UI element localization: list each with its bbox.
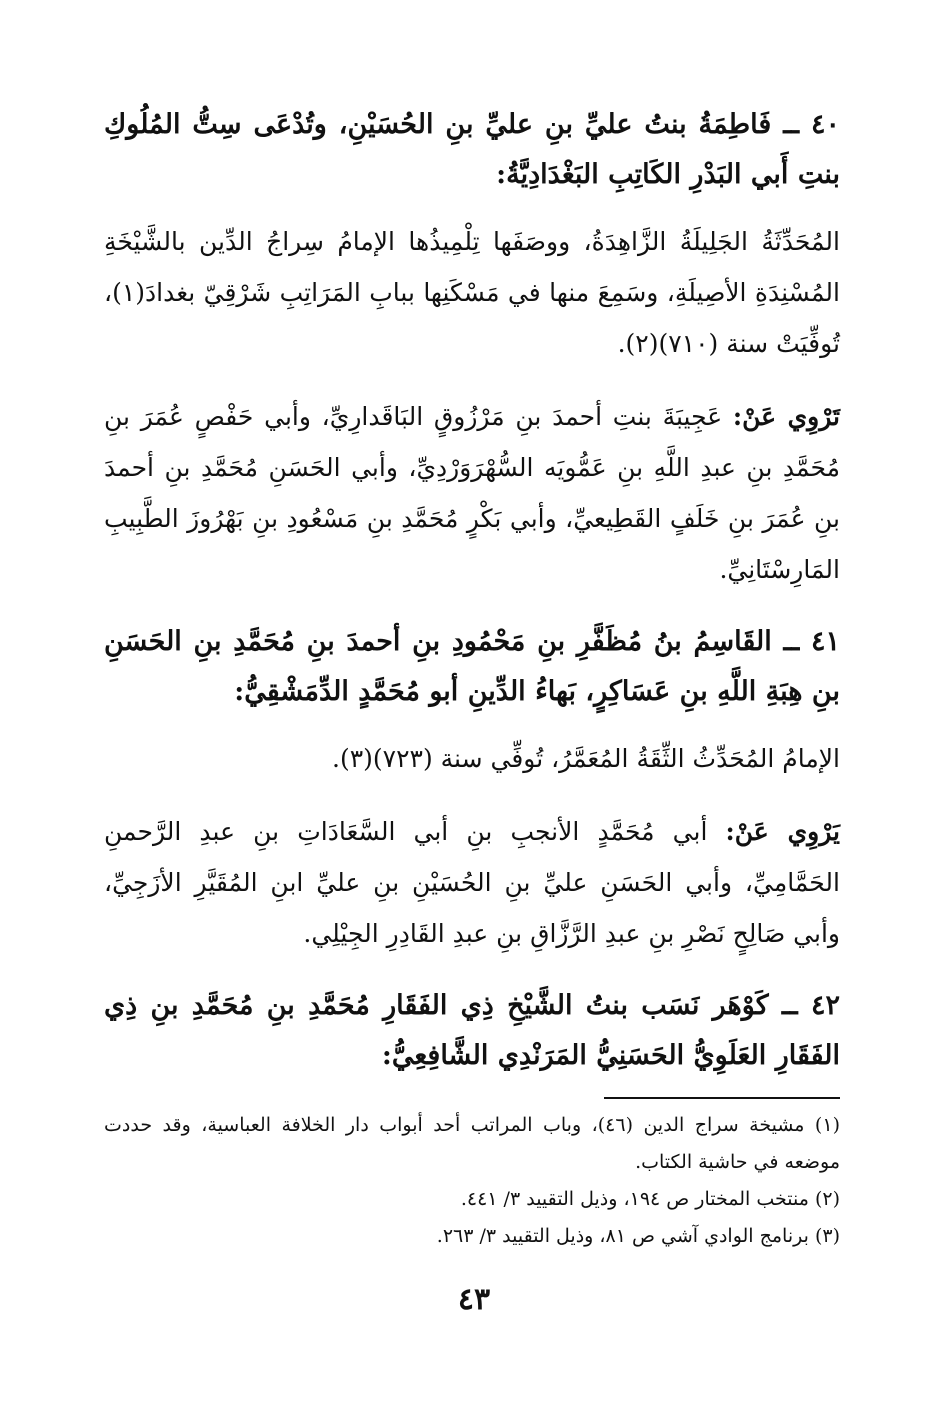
footnote-divider: [604, 1097, 840, 1099]
footnote: (٣) برنامج الوادي آشي ص ٨١، وذيل التقييد ٣/ ٢٦٣.: [436, 1225, 840, 1247]
narrates-text: عَجِيبَةَ بنتِ أحمدَ بنِ مَرْزُوقٍ البَاقَدارِيِّ، وأبي حَفْصٍ عُمَرَ بنِ مُحَمَّدِ بنِ عبدِ اللَّهِ بنِ عَمُّويَه السُّهْرَوَرْدِيِّ، وأبي الحَسَنِ مُحَمَّدِ بنِ أحمدَ بنِ عُمَرَ بنِ خَلَفٍ القَطِيعيِّ، وأبي بَكْرٍ مُحَمَّدِ بنِ مَسْعُودِ بنِ بَهْرُوزَ الطَّبِيبِ المَارِسْتَانِيِّ.: [104, 402, 840, 584]
entry-description: المُحَدِّثَةُ الجَلِيلَةُ الزَّاهِدَةُ، ووصَفَها تِلْمِيذُها الإمامُ سِراجُ الدِّين بالشَّيْخَةِ المُسْنِدَةِ الأصِيلَةِ، وسَمِعَ منها في مَسْكَنِها ببابِ المَرَاتِبِ شَرْقِيّ بغدادَ(١)، تُوفِّيَتْ سنة (٧١٠)(٢).: [104, 227, 840, 358]
entry-40: [104, 100, 840, 595]
footnote: (١) مشيخة سراج الدين (٤٦)، وباب المراتب أحد أبواب دار الخلافة العباسية، وقد حددت موضعه في حاشية الكتاب.: [104, 1114, 840, 1173]
entry-41: [104, 617, 840, 959]
narrates-label: يَرْوِي عَنْ:: [725, 817, 840, 846]
page-number: ٤٣: [457, 1282, 491, 1317]
entry-heading: ٤٠ ــ فَاطِمَةُ بنتُ عليِّ بنِ عليِّ بنِ الحُسَيْنِ، وتُدْعَى سِتُّ المُلُوكِ بنتِ أَبي البَدْرِ الكَاتِبِ البَغْدَادِيَّةُ:: [104, 109, 840, 190]
entry-heading: ٤١ ــ القَاسِمُ بنُ مُظَفَّرِ بنِ مَحْمُودِ بنِ أحمدَ بنِ مُحَمَّدِ بنِ الحَسَنِ بنِ هِبَةِ اللَّهِ بنِ عَسَاكِرٍ، بَهاءُ الدِّينِ أبو مُحَمَّدٍ الدِّمَشْقِيُّ:: [104, 626, 840, 707]
narrates-from: [104, 806, 840, 959]
footnote: (٢) منتخب المختار ص ١٩٤، وذيل التقييد ٣/ ٤٤١.: [460, 1188, 840, 1210]
book-page: [104, 100, 840, 1255]
narrates-text: أبي مُحَمَّدٍ الأنجبِ بنِ أبي السَّعَادَاتِ بنِ عبدِ الرَّحمنِ الحَمَّامِيِّ، وأبي الحَسَنِ عليِّ بنِ الحُسَيْنِ بنِ عليِّ ابنِ المُقَيَّرِ الأزَجِيِّ، وأبي صَالِحٍ نَصْرِ بنِ عبدِ الرَّزَّاقِ بنِ عبدِ القَادِرِ الجِيْلِي.: [104, 817, 840, 948]
entry-description: الإمامُ المُحَدِّثُ الثِّقَةُ المُعَمَّرُ، تُوفِّي سنة (٧٢٣)(٣).: [332, 744, 840, 773]
footnotes: [104, 1107, 840, 1255]
narrates-from: [104, 391, 840, 595]
entry-42: [104, 981, 840, 1081]
narrates-label: تَرْوِي عَنْ:: [732, 402, 840, 431]
entry-heading: ٤٢ ــ كَوْهَر نَسَب بنتُ الشَّيْخِ ذِي الفَقَارِ مُحَمَّدِ بنِ مُحَمَّدِ بنِ ذِي الفَقَارِ العَلَوِيُّ الحَسَنِيُّ المَرَنْدِي الشَّافِعِيُّ:: [104, 990, 840, 1071]
